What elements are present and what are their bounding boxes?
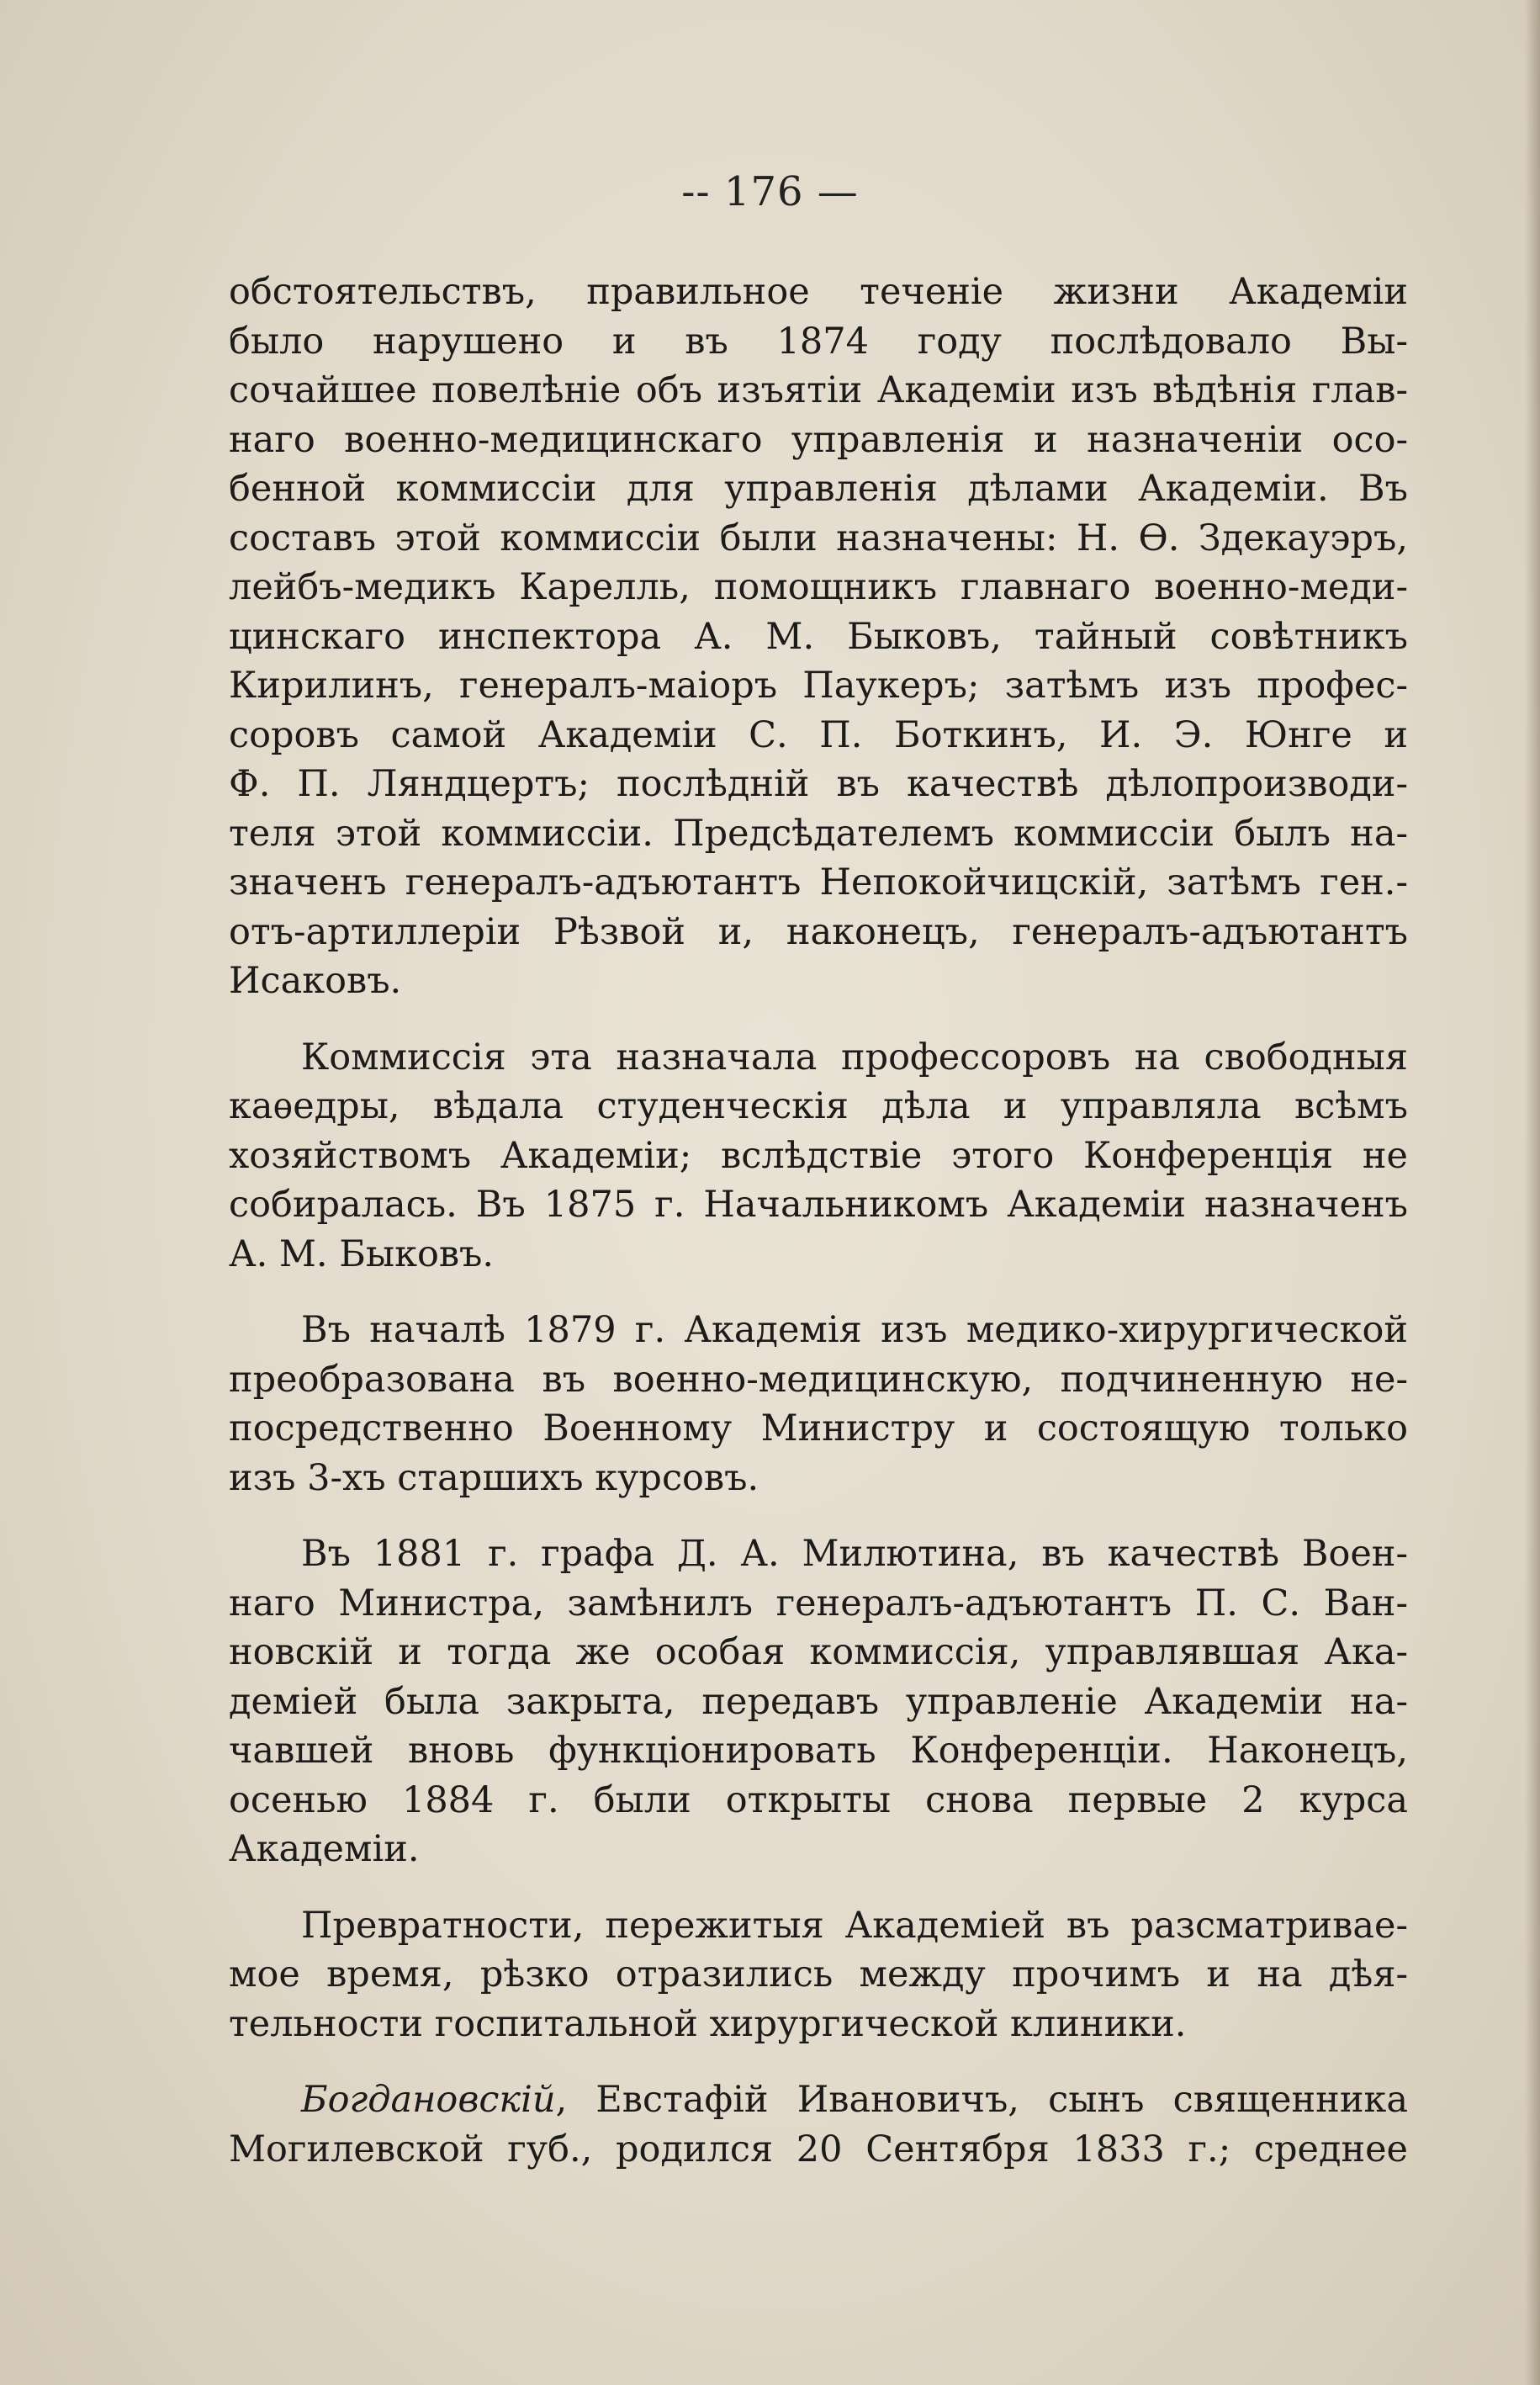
page-number: -- 176 — [681, 168, 859, 215]
text-line: Исаковъ. [229, 960, 402, 1002]
text-line: значенъ генералъ-адъютантъ Непокойчицскій, затѣмъ ген.- [229, 861, 1408, 904]
text-line: Коммиссія эта назначала профессоровъ на свободныя [301, 1036, 1408, 1079]
text-line: Въ 1881 г. графа Д. А. Милютина, въ качествѣ Воен- [301, 1533, 1408, 1575]
text-line: Ф. П. Ляндцертъ; послѣдній въ качествѣ дѣлопроизводи- [229, 763, 1408, 805]
paragraph-5 [229, 1901, 1408, 2049]
text-line: Кирилинъ, генералъ-маіоръ Паукеръ; затѣмъ изъ профес- [229, 665, 1408, 707]
text-line: Могилевской губ., родился 20 Сентября 1833 г.; среднее [229, 2128, 1408, 2170]
text-line [229, 2075, 1408, 2125]
text-line-rest: , Евстафій Ивановичъ, сынъ священника [555, 2079, 1408, 2121]
text-line: лейбъ-медикъ Карелль, помощникъ главнаго военно-меди- [229, 566, 1408, 608]
paragraph-4 [229, 1529, 1408, 1874]
text-line: бенной коммиссіи для управленія дѣлами Академіи. Въ [229, 468, 1408, 510]
text-line: теля этой коммиссіи. Предсѣдателемъ коммиссіи былъ на- [229, 812, 1408, 855]
text-line: обстоятельствъ, правильное теченіе жизни Академіи [229, 271, 1408, 313]
text-line: наго Министра, замѣнилъ генералъ-адъютантъ П. С. Ван- [229, 1582, 1408, 1624]
text-line: составъ этой коммиссіи были назначены: Н. Ѳ. Здекауэръ, [229, 517, 1408, 559]
text-line: преобразована въ военно-медицинскую, подчиненную не- [229, 1358, 1408, 1401]
paragraph-2 [229, 1033, 1408, 1280]
text-line: собиралась. Въ 1875 г. Начальникомъ Академіи назначенъ [229, 1184, 1408, 1226]
text-line: наго военно-медицинскаго управленія и назначеніи осо- [229, 418, 1408, 461]
italic-surname: Богдановскій [301, 2079, 556, 2121]
text-line: каѳедры, вѣдала студенческія дѣла и управляла всѣмъ [229, 1085, 1408, 1127]
text-line: осенью 1884 г. были открыты снова первые 2 курса [229, 1778, 1408, 1821]
text-line: сочайшее повелѣніе объ изъятіи Академіи изъ вѣдѣнія глав- [229, 369, 1408, 411]
page-edge-shadow [1525, 0, 1540, 2385]
text-line: мое время, рѣзко отразились между прочимъ и на дѣя- [229, 1953, 1408, 1995]
text-line: чавшей вновь функціонировать Конференціи. Наконецъ, [229, 1730, 1408, 1772]
text-line: было нарушено и въ 1874 году послѣдовало Вы- [229, 320, 1408, 363]
paragraph-1 [229, 268, 1408, 1006]
page-body [229, 268, 1408, 2174]
text-line: тельности госпитальной хирургической клиники. [229, 2002, 1187, 2045]
text-line: деміей была закрыта, передавъ управленіе Академіи на- [229, 1680, 1408, 1723]
text-line: посредственно Военному Министру и состоящую только [229, 1407, 1408, 1450]
text-line: А. М. Быковъ. [229, 1232, 495, 1275]
text-line: Въ началѣ 1879 г. Академія изъ медико-хирургической [301, 1309, 1408, 1351]
text-line: цинскаго инспектора А. М. Быковъ, тайный совѣтникъ [229, 615, 1408, 658]
text-line: новскій и тогда же особая коммиссія, управлявшая Ака- [229, 1631, 1408, 1673]
text-line: отъ-артиллеріи Рѣзвой и, наконецъ, генералъ-адъютантъ [229, 910, 1408, 953]
paragraph-6 [229, 2075, 1408, 2174]
paragraph-3 [229, 1306, 1408, 1503]
text-line: Академіи. [229, 1828, 420, 1870]
text-line: хозяйствомъ Академіи; вслѣдствіе этого Конференція не [229, 1134, 1408, 1177]
text-line: Превратности, пережитыя Академіей въ разсматривае- [301, 1904, 1408, 1947]
text-line: соровъ самой Академіи С. П. Боткинъ, И. Э. Юнге и [229, 713, 1408, 756]
text-line: изъ 3-хъ старшихъ курсовъ. [229, 1456, 759, 1499]
